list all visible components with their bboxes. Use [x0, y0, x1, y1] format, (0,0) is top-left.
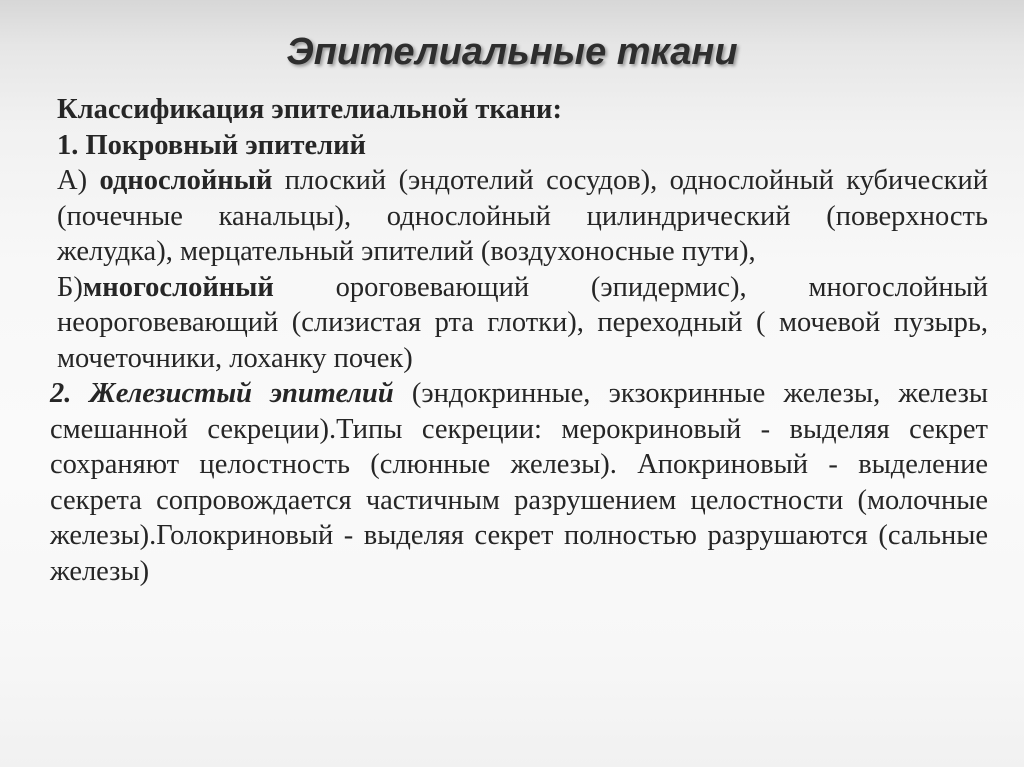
paragraph-b: [38, 270, 988, 377]
paragraph-b-term: многослойный: [82, 271, 274, 303]
section2-heading: 2. Железистый эпителий: [50, 378, 394, 409]
section2-text: (эндокринные, экзокринные железы, железы смешанной секреции).Типы секреции: мерокриновый - выделяя секрет сохраняют целостность (слюнные железы). Апокриновый - выделение секрета сопровождается частичным разрушением целостности (молочные железы).Голокриновый - выделяя секрет полностью разрушаются (сальные железы): [50, 378, 988, 587]
classification-heading: Классификация эпителиальной ткани:: [57, 94, 562, 125]
paragraph-a: [38, 163, 988, 270]
paragraph-b-text: ороговевающий (эпидермис), многослойный неороговевающий (слизистая рта глотки), переходный ( мочевой пузырь, мочеточники, лоханку почек): [57, 271, 988, 374]
paragraph-a-term: однослойный: [99, 165, 273, 196]
paragraph-a-prefix: А): [57, 165, 100, 196]
paragraph-b-prefix: Б): [57, 271, 83, 303]
paragraph-a-text: плоский (эндотелий сосудов), однослойный кубический (почечные канальцы), однослойный цилиндрический (поверхность желудка), мерцательный эпителий (воздухоносные пути),: [57, 165, 988, 267]
slide-content: [38, 92, 988, 589]
section1-heading: 1. Покровный эпителий: [57, 129, 366, 161]
section2-paragraph: [38, 376, 988, 589]
slide-title: Эпителиальные ткани: [286, 31, 738, 73]
